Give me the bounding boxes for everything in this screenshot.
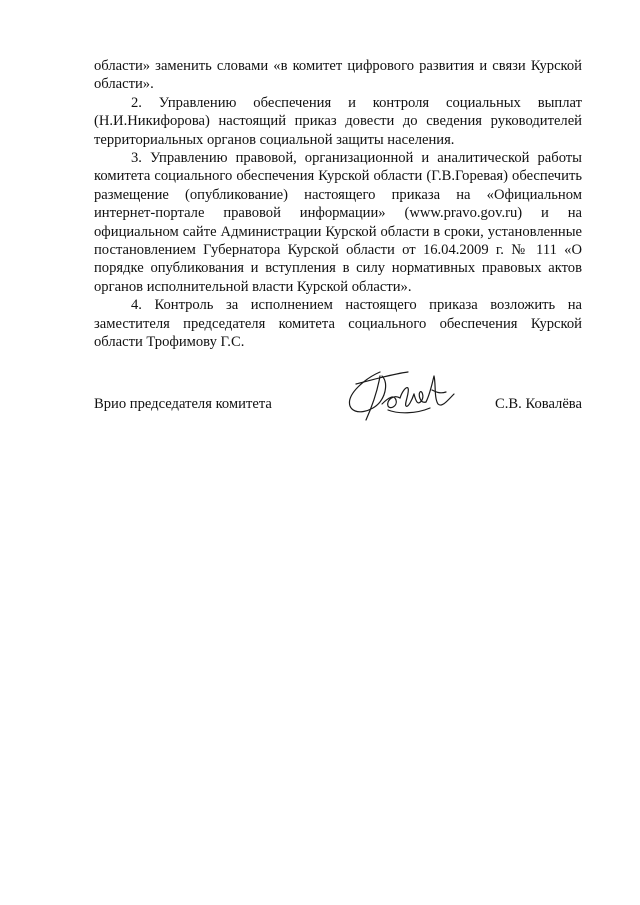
signatory-name: С.В. Ковалёва [495, 396, 582, 412]
paragraph-item-4: 4. Контроль за исполнением настоящего приказа возложить на заместителя председателя комитета социального обеспечения Курской области Трофимову Г.С. [94, 297, 582, 351]
signatory-position: Врио председателя комитета [94, 396, 272, 412]
paragraph-continuation: области» заменить словами «в комитет цифрового развития и связи Курской области». [94, 58, 582, 93]
paragraph-item-2: 2. Управлению обеспечения и контроля социальных выплат (Н.И.Никифорова) настоящий приказ довести до сведения руководителей территориальных органов социальной защиты населения. [94, 94, 582, 148]
handwritten-signature-icon [336, 364, 468, 426]
document-body [94, 57, 582, 352]
paragraph-item-3: 3. Управлению правовой, организационной и аналитической работы комитета социального обеспечения Курской области (Г.В.Горевая) обеспечить размещение (опубликование) настоящего приказа на «Официальном интернет-портале правовой информации» (www.pravo.gov.ru) и на официальном сайте Администрации Курской области в сроки, установленные постановлением Губернатора Курской области от 16.04.2009 г. № 111 «О порядке опубликования и вступления в силу нормативных правовых актов органов исполнительной власти Курской области». [94, 150, 582, 295]
